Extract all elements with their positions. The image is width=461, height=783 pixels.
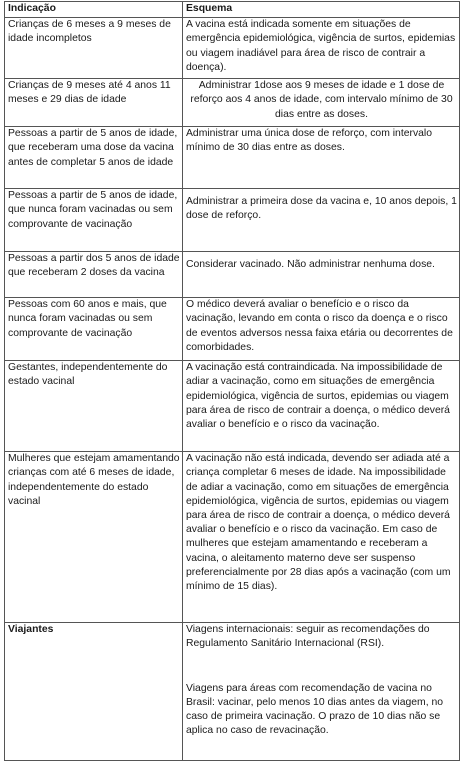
table-row [5, 189, 460, 252]
scheme-international-text: Viagens internacionais: seguir as recomendações do Regulamento Sanitário Internacional (RSI). [186, 624, 430, 650]
scheme-cell [183, 189, 460, 252]
table-row [5, 127, 460, 189]
table-row [5, 79, 460, 127]
indication-cell: Viajantes [5, 623, 183, 761]
header-scheme: Esquema [183, 2, 460, 18]
table-row [5, 452, 460, 623]
scheme-cell: Administrar 1dose aos 9 meses de idade e 1 dose de reforço aos 4 anos de idade, com intervalo mínimo de 30 dias entre as doses. [183, 79, 460, 127]
table-row-travelers [5, 623, 460, 761]
scheme-cell: A vacinação não está indicada, devendo ser adiada até a criança completar 6 meses de idade. Na impossibilidade de adiar a vacinação, como em situações de emergência epidemiológica, vigência de surtos, epidemias ou viagem para área de risco de contrair a doença, o médico deverá avaliar o benefício e o risco da vacinação. Em caso de mulheres que estejam amamentando e receberam a vacina, o aleitamento materno deve ser suspenso preferencialmente por 28 dias após a vacinação (com um mínimo de 15 dias). [183, 452, 460, 623]
indication-cell: Pessoas com 60 anos e mais, que nunca foram vacinadas ou sem comprovante de vacinação [5, 298, 183, 361]
table-row [5, 298, 460, 361]
scheme-cell [183, 623, 460, 761]
scheme-text: Considerar vacinado. Não administrar nenhuma dose. [186, 259, 435, 271]
indication-cell: Pessoas a partir de 5 anos de idade, que receberam uma dose da vacina antes de completar 5 anos de idade [5, 127, 183, 189]
scheme-cell: A vacina está indicada somente em situações de emergência epidemiológica, vigência de surtos, epidemias ou viagem inadiável para área de risco de contrair a doença). [183, 18, 460, 79]
table-header-row [5, 2, 460, 18]
indication-cell: Pessoas a partir de 5 anos de idade, que nunca foram vacinadas ou sem comprovante de vacinação [5, 189, 183, 252]
indication-cell: Gestantes, independentemente do estado vacinal [5, 361, 183, 452]
scheme-cell [183, 252, 460, 298]
scheme-brazil-text: Viagens para áreas com recomendação de vacina no Brasil: vacinar, pelo menos 10 dias antes da viagem, no caso de primeira vacinação. O prazo de 10 dias não se aplica no caso de revacinação. [186, 682, 444, 737]
indication-cell: Mulheres que estejam amamentando crianças com até 6 meses de idade, independentemente do estado vacinal [5, 452, 183, 623]
table-row [5, 252, 460, 298]
table-row [5, 18, 460, 79]
scheme-cell: A vacinação está contraindicada. Na impossibilidade de adiar a vacinação, como em situações de emergência epidemiológica, vigência de surtos, epidemias ou viagem para área de risco de contrair a doença, o médico deverá avaliar o benefício e o risco da vacinação. [183, 361, 460, 452]
scheme-cell: Administrar uma única dose de reforço, com intervalo mínimo de 30 dias entre as doses. [183, 127, 460, 189]
scheme-text: Administrar a primeira dose da vacina e, 10 anos depois, 1 dose de reforço. [186, 196, 457, 222]
indication-cell: Crianças de 6 meses a 9 meses de idade incompletos [5, 18, 183, 79]
scheme-cell: O médico deverá avaliar o benefício e o risco da vacinação, levando em conta o risco da doença e o risco de eventos adversos nessa faixa etária ou decorrentes de comorbidades. [183, 298, 460, 361]
vaccination-schedule-table [4, 1, 460, 761]
header-indication: Indicação [5, 2, 183, 18]
table-row [5, 361, 460, 452]
indication-cell: Pessoas a partir dos 5 anos de idade que receberam 2 doses da vacina [5, 252, 183, 298]
indication-cell: Crianças de 9 meses até 4 anos 11 meses e 29 dias de idade [5, 79, 183, 127]
